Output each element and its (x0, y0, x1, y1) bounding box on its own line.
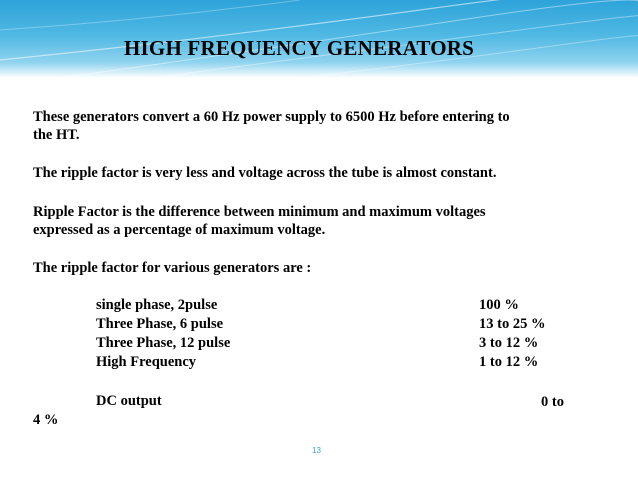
paragraph-4: The ripple factor for various generators are : (33, 260, 312, 276)
table-row-value: 13 to 25 % (479, 316, 546, 332)
table-row-label: Three Phase, 6 pulse (96, 316, 224, 332)
paragraph-3-line-2: expressed as a percentage of maximum voltage. (33, 222, 326, 238)
table-row-label: single phase, 2pulse (96, 297, 218, 313)
paragraph-3-line-1: Ripple Factor is the difference between minimum and maximum voltages (33, 204, 486, 220)
table-row-value: 100 % (479, 297, 519, 313)
table-row-label: Three Phase, 12 pulse (96, 335, 231, 351)
page-number: 13 (312, 446, 321, 455)
dc-output-value-continued: 4 % (33, 412, 59, 428)
table-row-value: 3 to 12 % (479, 335, 539, 351)
table-row-value: 1 to 12 % (479, 354, 539, 370)
paragraph-1-line-1: These generators convert a 60 Hz power supply to 6500 Hz before entering to (33, 109, 510, 125)
paragraph-2: The ripple factor is very less and voltage across the tube is almost constant. (33, 165, 497, 181)
dc-output-value: 0 to (541, 394, 564, 410)
table-row-label: High Frequency (96, 354, 197, 370)
slide-title: HIGH FREQUENCY GENERATORS (124, 36, 474, 60)
paragraph-1-line-2: the HT. (33, 127, 80, 143)
dc-output-label: DC output (96, 393, 162, 409)
